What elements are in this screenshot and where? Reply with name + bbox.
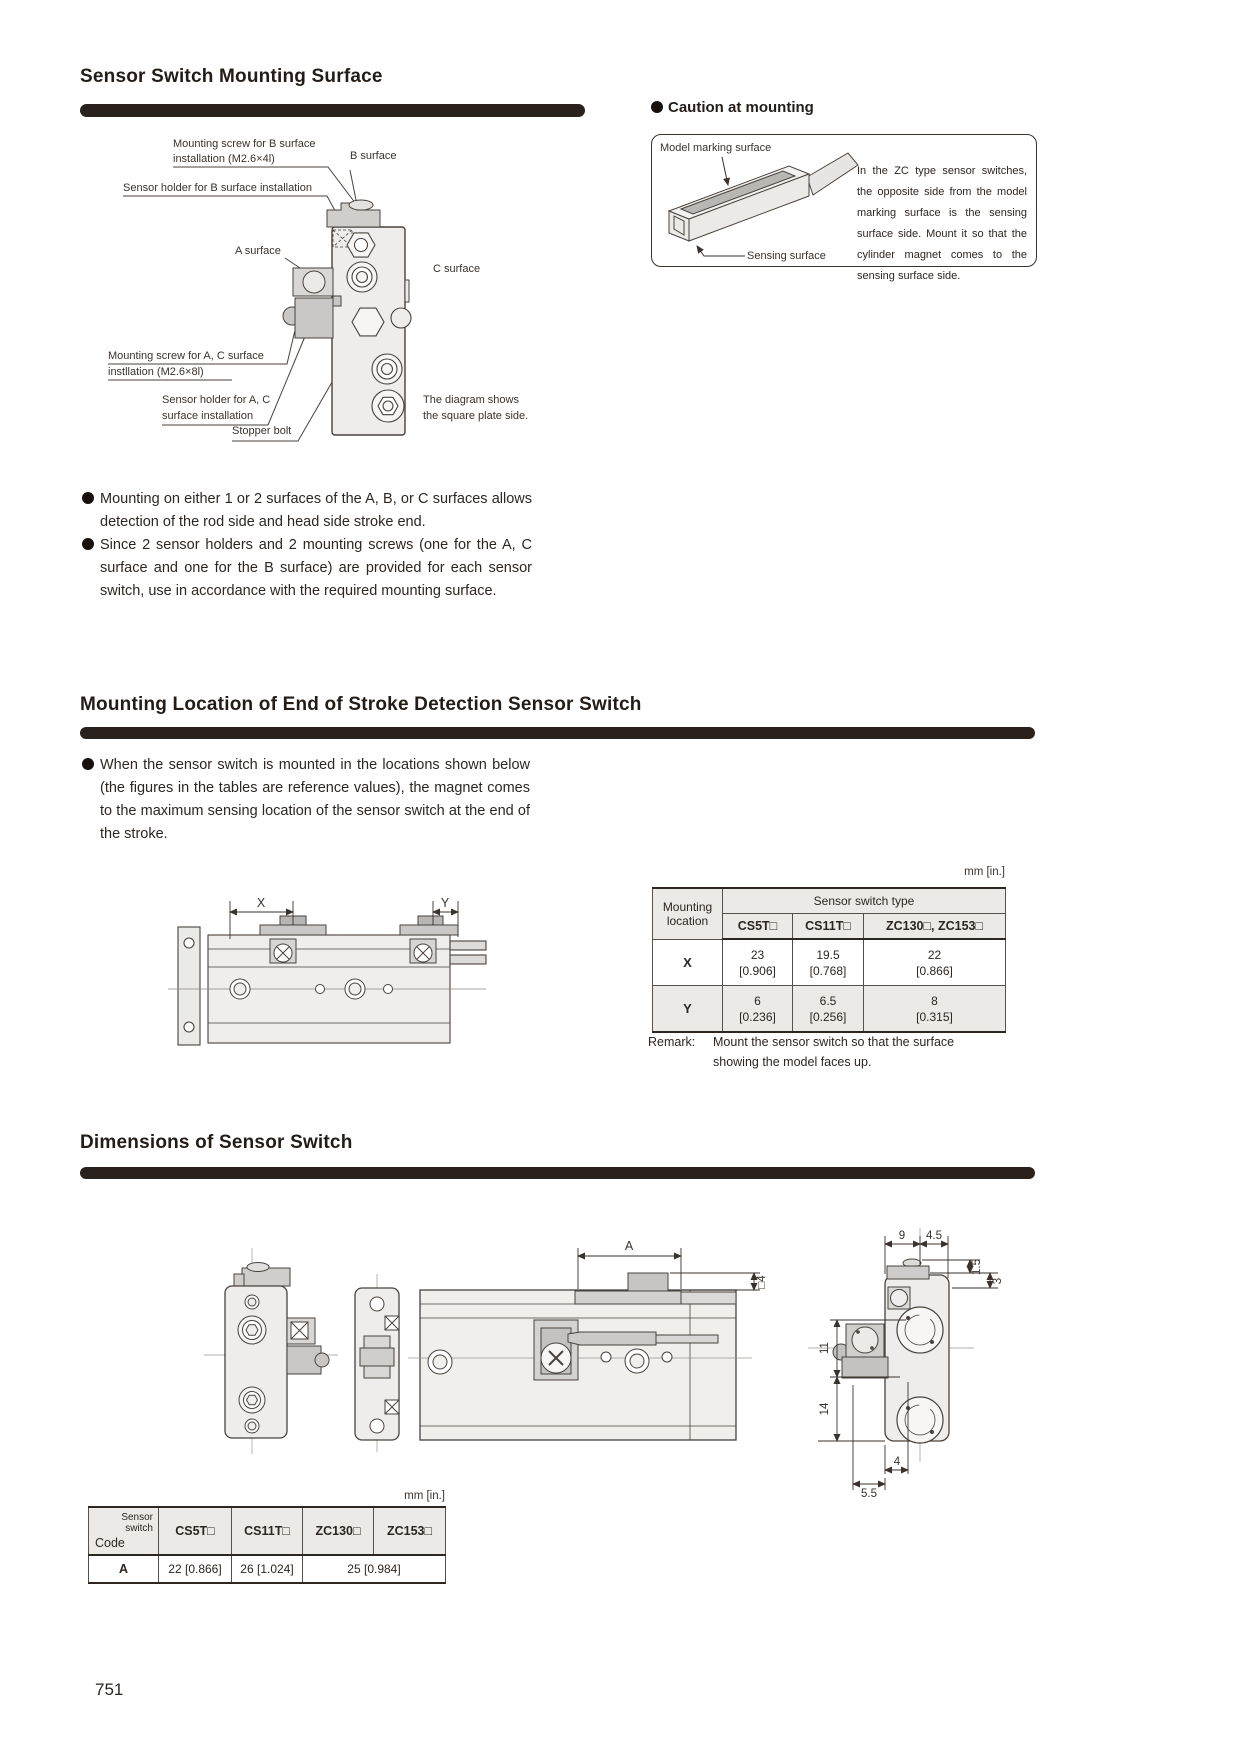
label-mounting-screw-b-2: installation (M2.6×4l): [173, 153, 275, 165]
table-cell: 8 [0.315]: [864, 986, 1006, 1033]
col-header: ZC153□: [374, 1507, 446, 1555]
section3-title: Dimensions of Sensor Switch: [80, 1132, 353, 1153]
dim-11: 11: [819, 1342, 831, 1354]
table-cell: 22 [0.866]: [159, 1555, 232, 1583]
section1-title: Sensor Switch Mounting Surface: [80, 66, 383, 87]
section3-rule: [80, 1167, 1035, 1179]
remark-line-2: showing the model faces up.: [713, 1055, 872, 1069]
table-cell: 22 [0.866]: [864, 939, 1006, 986]
remark-label: Remark:: [648, 1035, 696, 1049]
table-cell: 6 [0.236]: [723, 986, 793, 1033]
dim-4-5: 4.5: [926, 1230, 942, 1242]
units-label: mm [in.]: [964, 866, 1005, 878]
front-view-holder: [287, 1318, 329, 1374]
front-view: [204, 1248, 338, 1454]
dim-a: A: [624, 1239, 634, 1253]
dim-5-5: 5.5: [861, 1488, 877, 1500]
caution-bullet-icon: [651, 101, 663, 113]
label-mounting-screw-ac-1: Mounting screw for A, C surface: [108, 350, 264, 362]
corner-sensor: Sensor: [121, 1512, 153, 1523]
col-header: CS11T□: [232, 1507, 303, 1555]
end-view: [808, 1228, 1004, 1500]
caution-text: In the ZC type sensor switches, the opposite side from the model marking surface is the sensing surface side. Mount it so that the cylinder magnet comes to the sensing surface side.: [857, 165, 1027, 282]
label-b-surface: B surface: [350, 150, 397, 162]
end-view-holder: [833, 1324, 888, 1378]
table-row-y: [653, 986, 1006, 1033]
dim-x: X: [256, 896, 266, 910]
label-sensor-holder-b: Sensor holder for B surface installation: [123, 182, 312, 194]
table-row-x: [653, 939, 1006, 986]
mounting-location-table: [652, 887, 1006, 1033]
mounting-bullet-2: Since 2 sensor holders and 2 mounting screws (one for the A, C surface and one for the B surface) are provided for each sensor switch, use in accordance with the required mounting surface.: [100, 537, 532, 599]
dim-1-5: 1.5: [971, 1259, 983, 1275]
label-mounting-screw-ac-2: instllation (M2.6×8l): [108, 366, 204, 378]
table-cell: 25 [0.984]: [303, 1555, 446, 1583]
mounting-bullet-1: Mounting on either 1 or 2 surfaces of the A, B, or C surfaces allows detection of the rod side and head side stroke end.: [100, 491, 532, 530]
sensor-switch-body: [669, 153, 858, 241]
label-stopper-bolt: Stopper bolt: [232, 425, 292, 437]
label-a-surface: A surface: [235, 245, 281, 257]
sensor-switch-dimension-drawing: [140, 1190, 1020, 1500]
diagonal-corner-cell: [89, 1507, 159, 1555]
sensor-holder-ac-part: [283, 268, 341, 338]
dim-4: 4: [893, 1456, 901, 1468]
section2-title: Mounting Location of End of Stroke Detection Sensor Switch: [80, 694, 642, 715]
col-header: ZC130□: [303, 1507, 374, 1555]
table-cell: 26 [1.024]: [232, 1555, 303, 1583]
label-model-marking-surface: Model marking surface: [660, 142, 772, 154]
section1-rule: [80, 104, 585, 117]
dim-sq4: □4: [756, 1275, 768, 1289]
dim-3: 3: [992, 1277, 1004, 1285]
section2-rule: [80, 727, 1035, 739]
label-sensor-holder-ac-2: surface installation: [162, 410, 254, 422]
label-sensing-surface: Sensing surface: [747, 250, 826, 262]
dimension-code-table: [88, 1506, 446, 1584]
dim-9: 9: [898, 1230, 906, 1242]
col-header: ZC130□, ZC153□: [864, 914, 1006, 940]
side-view-sensor-switch: [575, 1273, 736, 1304]
remark-line-1: Mount the sensor switch so that the surface: [713, 1035, 955, 1049]
sensor-holder-b-part: [327, 200, 380, 227]
mounting-location-diagram: [160, 855, 490, 1050]
table-corner-header: [653, 888, 723, 939]
row-label: X: [653, 939, 723, 986]
bullet-icon: [82, 492, 94, 504]
caution-box: [651, 134, 1037, 282]
label-square-plate-note-1: The diagram shows: [423, 394, 519, 406]
table-cell: 6.5 [0.256]: [793, 986, 864, 1033]
corner-code: Code: [95, 1536, 125, 1550]
col-header: CS11T□: [793, 914, 864, 940]
label-c-surface: C surface: [433, 263, 481, 275]
col-header: CS5T□: [159, 1507, 232, 1555]
label-sensor-holder-ac-1: Sensor holder for A, C: [162, 394, 271, 406]
side-view: [355, 1239, 768, 1452]
bullet-icon: [82, 538, 94, 550]
cylinder-body: [178, 927, 486, 1045]
table-row-a: [89, 1555, 446, 1583]
label-mounting-screw-b-1: Mounting screw for B surface: [173, 138, 316, 150]
col-header: CS5T□: [723, 914, 793, 940]
bullet-icon: [82, 758, 94, 770]
row-label: Y: [653, 986, 723, 1033]
table-cell: 19.5 [0.768]: [793, 939, 864, 986]
label-square-plate-note-2: the square plate side.: [423, 410, 529, 422]
mounting-location-bullet: When the sensor switch is mounted in the locations shown below (the figures in the tables are reference values), the magnet comes to the maximum sensing location of the sensor switch at the end of the stroke.: [100, 757, 530, 842]
caution-title: Caution at mounting: [668, 99, 814, 116]
dim-y: Y: [440, 896, 450, 910]
corner-line-2: location: [666, 913, 709, 928]
table-cell: 23 [0.906]: [723, 939, 793, 986]
plate-notch: [405, 280, 409, 302]
units-label: mm [in.]: [404, 1490, 445, 1502]
dim-14: 14: [819, 1402, 831, 1416]
group-header: Sensor switch type: [723, 888, 1006, 914]
page-number: 751: [95, 1680, 124, 1699]
corner-line-1: Mounting: [662, 899, 713, 914]
corner-switch: switch: [125, 1523, 153, 1534]
row-label: A: [89, 1555, 159, 1583]
